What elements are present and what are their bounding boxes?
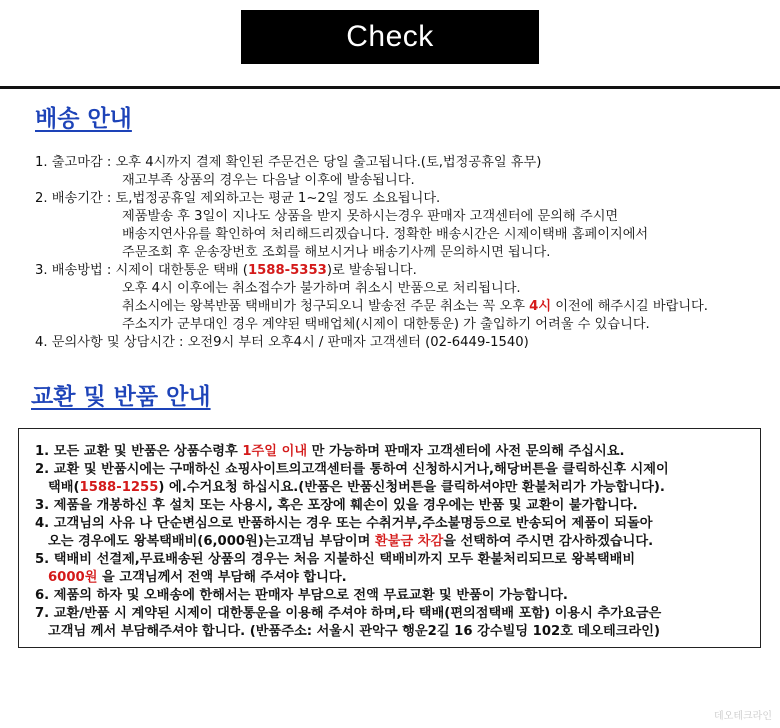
exchange-line (48, 479, 665, 496)
shipping-line: 4. 문의사항 및 상담시간 : 오전9시 부터 오후4시 / 판매자 고객센터 (02-6449-1540) (35, 335, 529, 350)
cancel-time: 4시 (529, 299, 552, 314)
shipping-line-method (35, 262, 417, 279)
exchange-line (48, 569, 347, 586)
cancel-text-a: 취소시에는 왕복반품 택배비가 청구되오니 발송전 주문 취소는 꼭 오후 (122, 299, 530, 314)
exchange-line: 6. 제품의 하자 및 오배송에 한해서는 판매자 부담으로 전액 무료교환 및 반품이 가능합니다. (35, 588, 568, 603)
watermark: 데오테크라인 (714, 711, 772, 722)
ex5-text: 을 고객님께서 전액 부담해 주셔야 합니다. (97, 570, 347, 585)
shipping-line: 배송지연사유를 확인하여 처리해드리겠습니다. 정확한 배송시간은 시제이택배 홈페이지에서 (122, 227, 649, 242)
exchange-line (35, 443, 625, 460)
check-banner (241, 10, 539, 64)
exchange-line (48, 533, 653, 550)
cancel-text-b: 이전에 해주시길 바랍니다. (551, 299, 708, 314)
ex4-refund-deduct: 환불금 차감 (374, 534, 444, 549)
ex2-text-b: ) 에.수거요청 하십시요.(반품은 반품신청버튼을 클릭하셔야만 환불처리가 가능합니다). (158, 480, 665, 495)
exchange-line: 4. 고객님의 사유 나 단순변심으로 반품하시는 경우 또는 수취거부,주소불명등으로 반송되어 제품이 되돌아 (35, 516, 653, 531)
ex1-text-b: 만 가능하며 판매자 고객센터에 사전 문의해 주십시요. (307, 444, 625, 459)
ex2-text-a: 택배( (48, 480, 80, 495)
shipping-line: 제품발송 후 3일이 지나도 상품을 받지 못하시는경우 판매자 고객센터에 문의해 주시면 (122, 209, 619, 224)
shipping-line: 2. 배송기간 : 토,법정공휴일 제외하고는 평균 1~2일 정도 소요됩니다. (35, 191, 441, 206)
shipping-line: 주문조회 후 운송장번호 조회를 해보시거나 배송기사께 문의하시면 됩니다. (122, 245, 551, 260)
ex4-text-a: 오는 경우에도 왕복택배비(6,000원)는고객님 부담이며 (48, 534, 375, 549)
shipping-line-cancel (122, 298, 708, 315)
divider-rule (0, 86, 780, 89)
ex5-amount: 6000원 (48, 570, 98, 585)
ex1-period: 1주일 이내 (242, 444, 308, 459)
method-phone: 1588-5353 (247, 263, 327, 278)
shipping-heading: 배송 안내 (35, 106, 132, 132)
ex4-text-b: 을 선택하여 주시면 감사하겠습니다. (443, 534, 654, 549)
exchange-line: 5. 택배비 선결제,무료배송된 상품의 경우는 처음 지불하신 택배비까지 모두 환불처리되므로 왕복택배비 (35, 552, 636, 567)
exchange-line: 2. 교환 및 반품시에는 구매하신 쇼핑사이트의고객센터를 통하여 신청하시거나,해당버튼을 클릭하신후 시제이 (35, 462, 669, 477)
exchange-heading: 교환 및 반품 안내 (31, 384, 211, 410)
shipping-line: 재고부족 상품의 경우는 다음날 이후에 발송됩니다. (122, 173, 415, 188)
exchange-line: 고객님 께서 부담해주셔야 합니다. (반품주소: 서울시 관악구 행운2길 16 강수빌딩 102호 데오테크라인) (48, 624, 660, 639)
method-text-a: 3. 배송방법 : 시제이 대한통운 택배 ( (35, 263, 248, 278)
ex1-text-a: 1. 모든 교환 및 반품은 상품수령후 (35, 444, 243, 459)
exchange-line: 3. 제품을 개봉하신 후 설치 또는 사용시, 혹은 포장에 훼손이 있을 경우에는 반품 및 교환이 불가합니다. (35, 498, 638, 513)
banner-title: Check (346, 20, 434, 53)
ex2-phone: 1588-1255 (79, 480, 159, 495)
method-text-b: )로 발송됩니다. (326, 263, 417, 278)
shipping-line: 주소지가 군부대인 경우 계약된 택배업체(시제이 대한통운) 가 출입하기 어려울 수 있습니다. (122, 317, 650, 332)
shipping-line: 1. 출고마감 : 오후 4시까지 결제 확인된 주문건은 당일 출고됩니다.(토,법정공휴일 휴무) (35, 155, 542, 170)
exchange-line: 7. 교환/반품 시 계약된 시제이 대한통운을 이용해 주셔야 하며,타 택배(편의점택배 포함) 이용시 추가요금은 (35, 606, 662, 621)
shipping-line: 오후 4시 이후에는 취소접수가 불가하며 취소시 반품으로 처리됩니다. (122, 281, 521, 296)
